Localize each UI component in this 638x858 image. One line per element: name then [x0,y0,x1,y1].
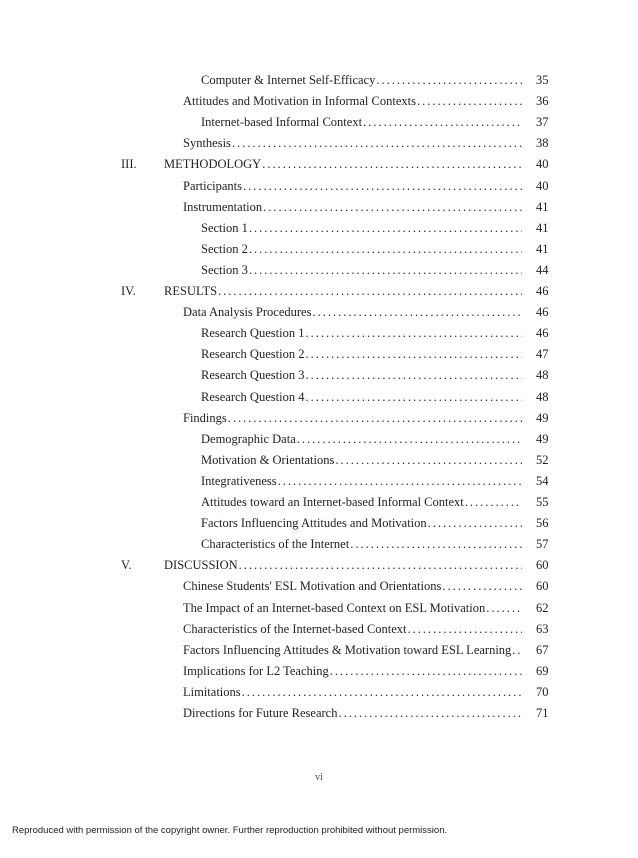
chapter-number: IV. [121,284,136,298]
toc-page-number: 55 [536,495,549,509]
toc-row [0,408,638,428]
toc-entry-title: Instrumentation [183,199,263,214]
dot-leader [408,619,522,639]
dot-leader [242,682,522,702]
toc-row [0,197,638,217]
toc-entry-title: Implications for L2 Teaching [183,663,329,678]
dot-leader [350,534,522,554]
dot-leader [465,492,522,512]
toc-entry-title: Characteristics of the Internet [201,537,350,552]
toc-row [0,492,638,512]
dot-leader [312,302,522,322]
dot-leader [363,112,522,132]
toc-page-number: 46 [536,305,549,320]
dot-leader [428,513,522,533]
dot-leader [305,387,522,407]
toc-page-number: 63 [536,621,549,636]
toc-entry-title: Research Question 3 [201,368,305,383]
toc-row [0,619,638,639]
toc-page-number: 46 [536,284,549,298]
toc-page-number: 49 [536,431,549,446]
toc-row [0,661,638,681]
dot-leader [249,260,522,280]
dot-leader [278,471,522,491]
dot-leader [262,154,522,174]
dot-leader [376,70,522,90]
dot-leader [239,555,522,575]
dot-leader [305,323,522,343]
toc-page-number: 47 [536,347,549,362]
toc-entry-title: Findings [183,410,227,425]
toc-page-number: 67 [536,642,549,657]
toc-page-number: 44 [536,262,549,277]
toc-row [0,429,638,449]
toc-entry-title: Section 1 [201,220,248,235]
toc-page-number: 37 [536,115,549,130]
toc-row [0,239,638,259]
toc-row [0,513,638,533]
toc-row [0,154,638,174]
toc-row [0,218,638,238]
toc-page-number: 35 [536,73,549,87]
copyright-footer: Reproduced with permission of the copyright owner. Further reproduction prohibited without permission. [12,825,448,836]
toc-entry-title: The Impact of an Internet-based Context on ESL Motivation [183,600,486,615]
toc-row [0,260,638,280]
toc-page-number: 54 [536,473,549,488]
toc-row [0,133,638,153]
dot-leader [305,365,522,385]
toc-row [0,112,638,132]
dot-leader [249,218,522,238]
toc-row [0,471,638,491]
toc-entry-title: Participants [183,178,243,193]
dot-leader [417,91,522,111]
toc-row [0,70,638,90]
dot-leader [442,576,522,596]
toc-entry-title: Internet-based Informal Context [201,115,363,130]
dot-leader [263,197,522,217]
toc-entry-title: Attitudes and Motivation in Informal Contexts [183,94,416,109]
toc-page-number: 48 [536,389,549,404]
toc-page-number: 40 [536,178,549,193]
page-number: vi [315,772,323,783]
dot-leader [297,429,522,449]
toc-entry-title: Demographic Data [201,431,296,446]
toc-entry-title: Synthesis [183,136,231,151]
toc-row [0,450,638,470]
toc-page-number: 48 [536,368,549,383]
toc-entry-title: Research Question 2 [201,347,305,362]
toc-page-number: 49 [536,410,549,425]
toc-page-number: 41 [536,241,549,256]
toc-row [0,176,638,196]
chapter-number: V. [121,558,132,573]
toc-page-number: 46 [536,326,549,341]
toc-page-number: 40 [536,157,549,172]
dot-leader [335,450,522,470]
toc-page-number: 70 [536,684,549,699]
toc-row [0,344,638,364]
dot-leader [249,239,522,259]
toc-entry-title: Research Question 4 [201,389,305,404]
toc-page-number: 56 [536,516,549,531]
toc-page-number: 36 [536,94,549,109]
toc-row [0,302,638,322]
toc-row [0,682,638,702]
toc-row [0,576,638,596]
toc-row [0,387,638,407]
toc-page-number: 60 [536,558,549,573]
toc-entry-title: METHODOLOGY [164,157,262,172]
toc-entry-title: Section 2 [201,241,248,256]
dot-leader [486,598,522,618]
toc-row [0,703,638,723]
toc-page-number: 62 [536,600,549,615]
toc-row [0,534,638,554]
dot-leader [228,408,522,428]
toc-entry-title: RESULTS [164,284,218,298]
toc-row [0,598,638,618]
toc-entry-title: Research Question 1 [201,326,305,341]
toc-row [0,323,638,343]
toc-entry-title: Directions for Future Research [183,706,338,720]
toc-entry-title: Section 3 [201,262,248,277]
toc-row [0,640,638,660]
dot-leader [305,344,522,364]
toc-row [0,555,638,575]
dot-leader [512,640,522,660]
toc-row [0,365,638,385]
toc-entry-title: Characteristics of the Internet-based Context [183,621,407,636]
toc-row [0,91,638,111]
toc-page-number: 41 [536,199,549,214]
toc-entry-title: Integrativeness [201,473,277,488]
toc-entry-title: Limitations [183,684,241,699]
toc-page-number: 41 [536,220,549,235]
chapter-number: III. [121,157,137,172]
toc-entry-title: Computer & Internet Self-Efficacy [201,73,376,87]
dot-leader [330,661,522,681]
toc-entry-title: Factors Influencing Attitudes and Motivation [201,516,427,531]
toc-entry-title: DISCUSSION [164,558,238,573]
dot-leader [218,281,522,301]
dot-leader [232,133,522,153]
toc-entry-title: Factors Influencing Attitudes & Motivation toward ESL Learning [183,642,512,657]
toc-page-number: 69 [536,663,549,678]
toc-page-number: 38 [536,136,549,151]
toc-page-number: 57 [536,537,549,552]
toc-page-number: 60 [536,579,549,594]
dot-leader [338,703,522,723]
toc-row [0,281,638,301]
toc-entry-title: Motivation & Orientations [201,452,335,467]
toc-entry-title: Attitudes toward an Internet-based Informal Context [201,495,464,509]
toc-entry-title: Data Analysis Procedures [183,305,312,320]
toc-entry-title: Chinese Students' ESL Motivation and Orientations [183,579,442,594]
toc-page-number: 52 [536,452,549,467]
dot-leader [243,176,522,196]
toc-page-number: 71 [536,706,549,720]
